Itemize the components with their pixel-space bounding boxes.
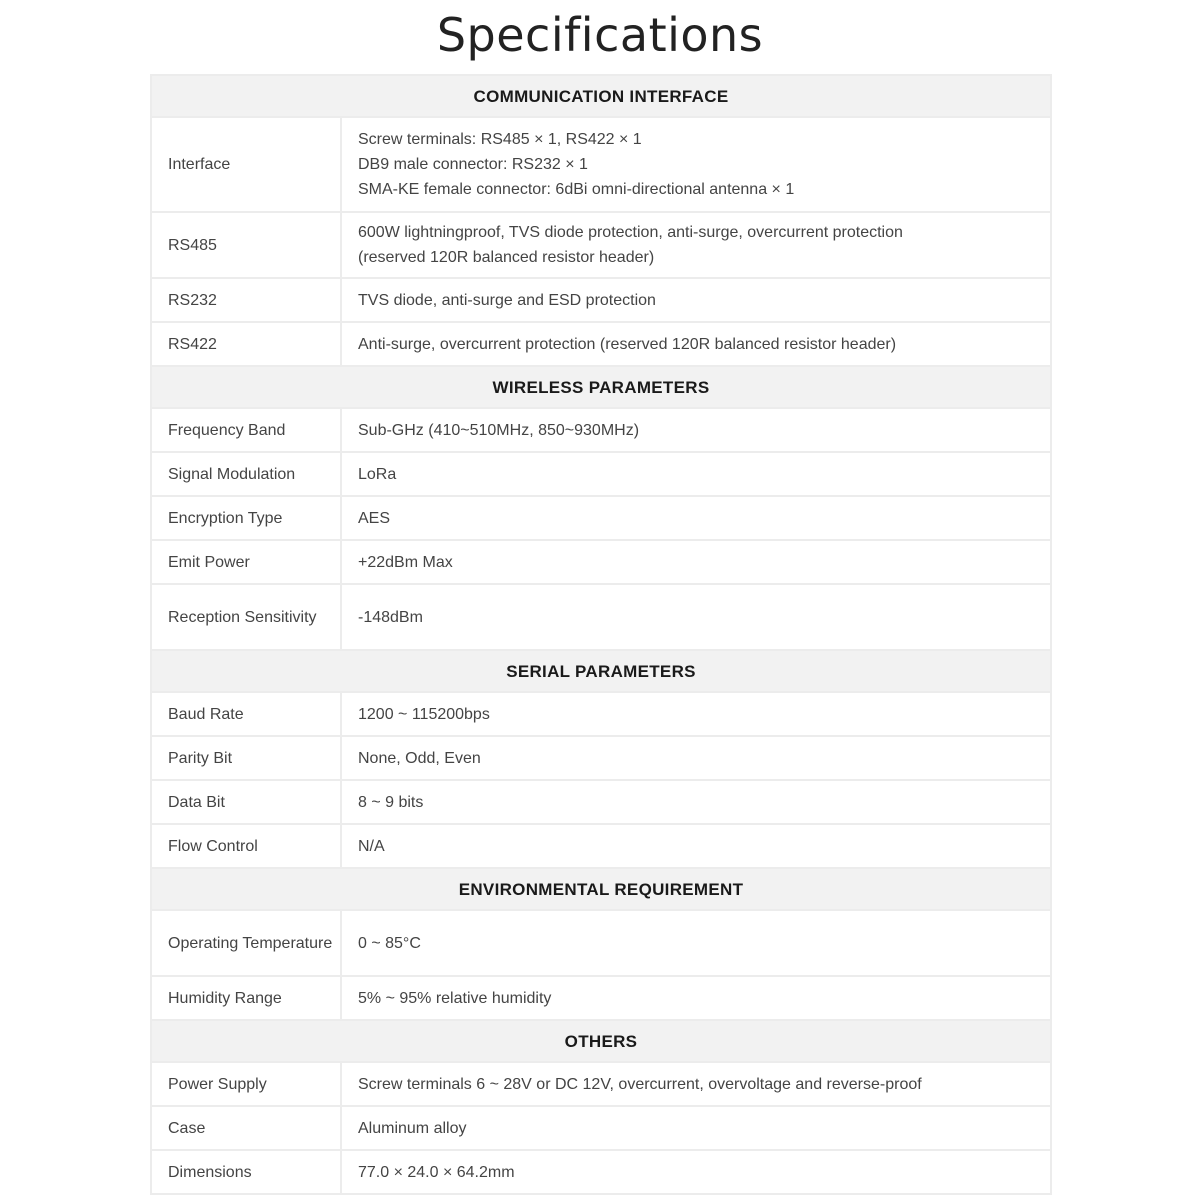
spec-key: RS422 [151, 322, 341, 366]
spec-row [151, 1150, 1051, 1194]
spec-value [341, 117, 1051, 212]
spec-row [151, 278, 1051, 322]
spec-row [151, 452, 1051, 496]
spec-row [151, 692, 1051, 736]
page-title: Specifications [436, 8, 764, 62]
spec-key: Dimensions [151, 1150, 341, 1194]
spec-row [151, 212, 1051, 278]
section-heading: OTHERS [151, 1020, 1051, 1062]
spec-key: Encryption Type [151, 496, 341, 540]
spec-key: Signal Modulation [151, 452, 341, 496]
spec-value [341, 1106, 1051, 1150]
spec-row [151, 1062, 1051, 1106]
spec-value [341, 496, 1051, 540]
spec-value-line: 600W lightningproof, TVS diode protection, anti-surge, overcurrent protection [358, 224, 903, 241]
spec-value [341, 976, 1051, 1020]
spec-value-line: LoRa [358, 465, 397, 483]
spec-key: Operating Temperature [151, 910, 341, 976]
section-header [151, 868, 1051, 910]
spec-row [151, 1106, 1051, 1150]
spec-key: RS232 [151, 278, 341, 322]
spec-value [341, 780, 1051, 824]
spec-key: Power Supply [151, 1062, 341, 1106]
spec-key: Emit Power [151, 540, 341, 584]
spec-value [341, 692, 1051, 736]
spec-value [341, 824, 1051, 868]
spec-key: Parity Bit [151, 736, 341, 780]
spec-value-line: SMA-KE female connector: 6dBi omni-directional antenna × 1 [358, 181, 795, 198]
spec-row [151, 540, 1051, 584]
spec-value [341, 736, 1051, 780]
spec-key: Reception Sensitivity [151, 584, 341, 650]
spec-value-line: 0 ~ 85°C [358, 934, 421, 952]
section-header [151, 1020, 1051, 1062]
spec-value-line: (reserved 120R balanced resistor header) [358, 249, 655, 266]
spec-value-line: N/A [358, 837, 385, 855]
section-heading: SERIAL PARAMETERS [151, 650, 1051, 692]
spec-value [341, 584, 1051, 650]
spec-value-line: Screw terminals 6 ~ 28V or DC 12V, overcurrent, overvoltage and reverse-proof [358, 1075, 922, 1093]
spec-value [341, 910, 1051, 976]
spec-value [341, 322, 1051, 366]
spec-value-line: 8 ~ 9 bits [358, 793, 424, 811]
spec-row [151, 584, 1051, 650]
spec-table [150, 74, 1052, 1195]
spec-value [341, 408, 1051, 452]
section-header [151, 650, 1051, 692]
spec-key: Frequency Band [151, 408, 341, 452]
spec-value-line: TVS diode, anti-surge and ESD protection [358, 291, 656, 309]
spec-value [341, 452, 1051, 496]
spec-row [151, 322, 1051, 366]
spec-value [341, 1062, 1051, 1106]
spec-value-line: Sub-GHz (410~510MHz, 850~930MHz) [358, 421, 640, 439]
spec-value-line: DB9 male connector: RS232 × 1 [358, 156, 588, 173]
spec-value-line: -148dBm [358, 608, 423, 626]
spec-row [151, 408, 1051, 452]
spec-value-line: Screw terminals: RS485 × 1, RS422 × 1 [358, 131, 642, 148]
spec-row [151, 780, 1051, 824]
spec-key: Data Bit [151, 780, 341, 824]
spec-value-line: Anti-surge, overcurrent protection (reserved 120R balanced resistor header) [358, 335, 897, 353]
spec-value-line: 1200 ~ 115200bps [358, 705, 490, 723]
spec-key: Flow Control [151, 824, 341, 868]
spec-key: Baud Rate [151, 692, 341, 736]
spec-key: Interface [151, 117, 341, 212]
section-heading: COMMUNICATION INTERFACE [151, 75, 1051, 117]
spec-value [341, 540, 1051, 584]
spec-value [341, 278, 1051, 322]
spec-row [151, 736, 1051, 780]
spec-key: Case [151, 1106, 341, 1150]
spec-value [341, 1150, 1051, 1194]
section-heading: ENVIRONMENTAL REQUIREMENT [151, 868, 1051, 910]
spec-row [151, 117, 1051, 212]
section-header [151, 75, 1051, 117]
spec-value-line: 77.0 × 24.0 × 64.2mm [358, 1163, 515, 1181]
spec-value [341, 212, 1051, 278]
spec-row [151, 824, 1051, 868]
spec-row [151, 910, 1051, 976]
spec-key: RS485 [151, 212, 341, 278]
spec-value-line: None, Odd, Even [358, 749, 481, 767]
spec-value-line: Aluminum alloy [358, 1119, 467, 1137]
section-heading: WIRELESS PARAMETERS [151, 366, 1051, 408]
spec-value-line: AES [358, 509, 391, 527]
spec-row [151, 976, 1051, 1020]
spec-value-line: 5% ~ 95% relative humidity [358, 989, 552, 1007]
spec-key: Humidity Range [151, 976, 341, 1020]
spec-row [151, 496, 1051, 540]
section-header [151, 366, 1051, 408]
spec-value-line: +22dBm Max [358, 553, 453, 571]
